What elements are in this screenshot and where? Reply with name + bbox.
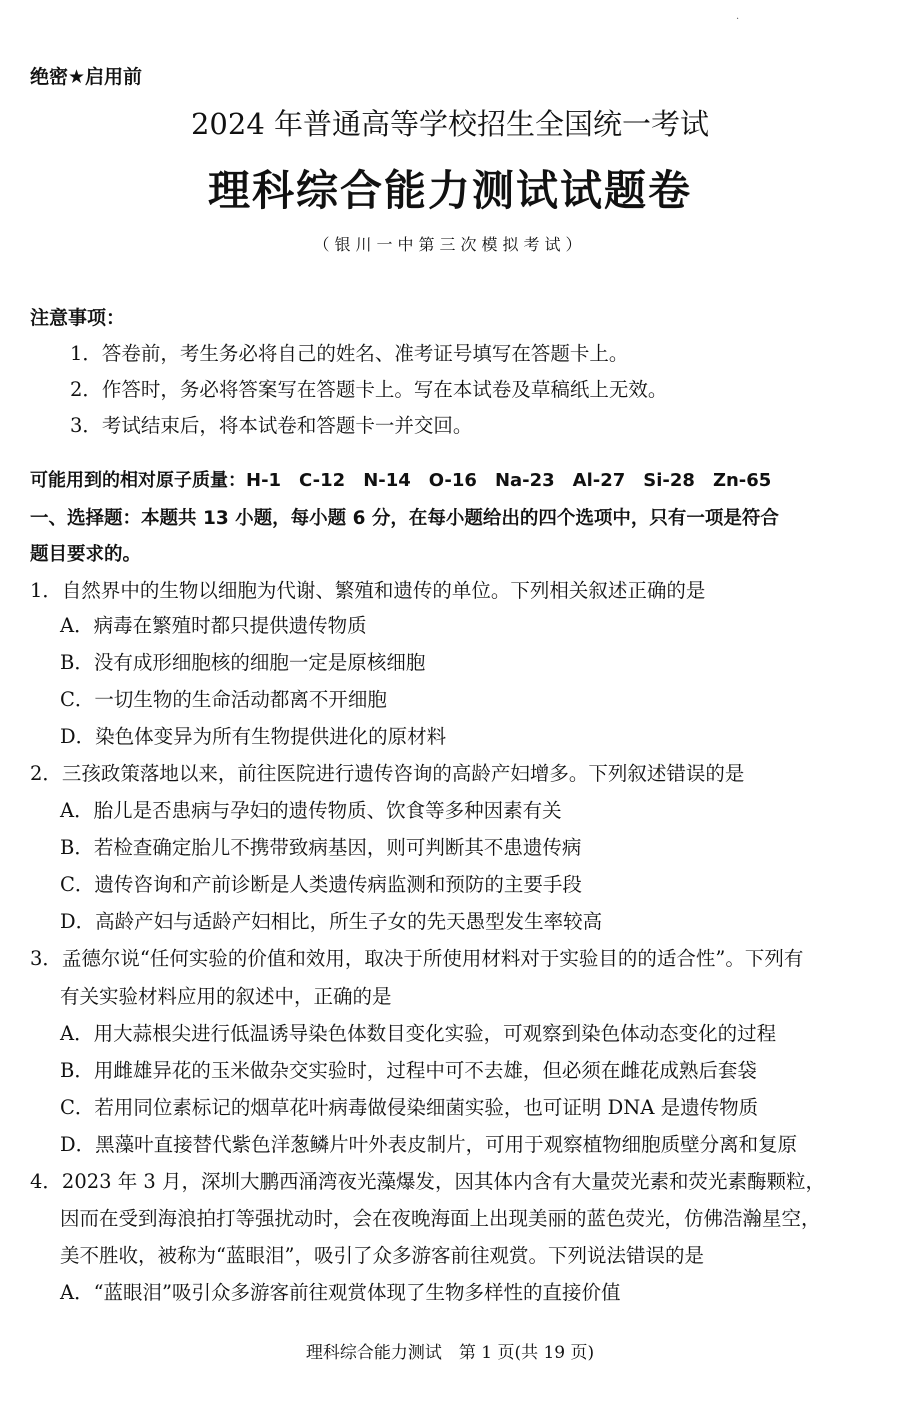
scan-speck: · <box>736 14 740 25</box>
section-heading: 一、选择题：本题共 13 小题，每小题 6 分，在每小题给出的四个选项中，只有一项是符合 <box>30 508 779 529</box>
atomic-mass-line: 可能用到的相对原子质量：H-1 C-12 N-14 O-16 Na-23 Al-27 Si-28 Zn-65 <box>30 470 772 491</box>
question-3-stem: 3．孟德尔说“任何实验的价值和效用，取决于所使用材料对于实验目的的适合性”。下列有 <box>30 947 804 970</box>
secret-mark: 绝密★启用前 <box>30 66 143 88</box>
question-4-stem-cont: 因而在受到海浪拍打等强扰动时，会在夜晚海面上出现美丽的蓝色荧光，仿佛浩瀚星空， <box>60 1207 821 1230</box>
notice-item: 3．考试结束后，将本试卷和答题卡一并交回。 <box>70 414 473 437</box>
page-footer: 理科综合能力测试 第 1 页(共 19 页) <box>305 1343 595 1363</box>
question-2-option-c: C．遗传咨询和产前诊断是人类遗传病监测和预防的主要手段 <box>60 873 582 896</box>
main-title: 理科综合能力测试试题卷 <box>207 166 692 215</box>
notice-heading: 注意事项： <box>30 307 126 329</box>
subtitle: （银川一中第三次模拟考试） <box>313 235 587 254</box>
question-3-stem-cont: 有关实验材料应用的叙述中，正确的是 <box>60 985 392 1008</box>
question-4-stem-cont: 美不胜收，被称为“蓝眼泪”，吸引了众多游客前往观赏。下列说法错误的是 <box>60 1244 704 1267</box>
notice-item: 1．答卷前，考生务必将自己的姓名、准考证号填写在答题卡上。 <box>70 342 629 365</box>
question-1-option-a: A．病毒在繁殖时都只提供遗传物质 <box>60 614 367 637</box>
question-4-option-a: A．“蓝眼泪”吸引众多游客前往观赏体现了生物多样性的直接价值 <box>60 1281 621 1304</box>
question-2-stem: 2．三孩政策落地以来，前往医院进行遗传咨询的高龄产妇增多。下列叙述错误的是 <box>30 762 745 785</box>
question-1-stem: 1．自然界中的生物以细胞为代谢、繁殖和遗传的单位。下列相关叙述正确的是 <box>30 579 706 602</box>
question-2-option-b: B．若检查确定胎儿不携带致病基因，则可判断其不患遗传病 <box>60 836 582 859</box>
question-3-option-a: A．用大蒜根尖进行低温诱导染色体数目变化实验，可观察到染色体动态变化的过程 <box>60 1022 777 1045</box>
question-3-option-b: B．用雌雄异花的玉米做杂交实验时，过程中可不去雄，但必须在雌花成熟后套袋 <box>60 1059 757 1082</box>
question-2-option-a: A．胎儿是否患病与孕妇的遗传物质、饮食等多种因素有关 <box>60 799 562 822</box>
question-1-option-d: D．染色体变异为所有生物提供进化的原材料 <box>60 725 447 748</box>
question-1-option-c: C．一切生物的生命活动都离不开细胞 <box>60 688 387 711</box>
exam-title: 2024 年普通高等学校招生全国统一考试 <box>190 107 710 141</box>
question-1-option-b: B．没有成形细胞核的细胞一定是原核细胞 <box>60 651 426 674</box>
notice-item: 2．作答时，务必将答案写在答题卡上。写在本试卷及草稿纸上无效。 <box>70 378 668 401</box>
question-3-option-c: C．若用同位素标记的烟草花叶病毒做侵染细菌实验，也可证明 DNA 是遗传物质 <box>60 1096 759 1119</box>
section-heading-cont: 题目要求的。 <box>30 544 142 565</box>
question-2-option-d: D．高龄产妇与适龄产妇相比，所生子女的先天愚型发生率较高 <box>60 910 603 933</box>
question-4-stem: 4．2023 年 3 月，深圳大鹏西涌湾夜光藻爆发，因其体内含有大量荧光素和荧光素酶颗粒， <box>30 1170 826 1193</box>
question-3-option-d: D．黑藻叶直接替代紫色洋葱鳞片叶外表皮制片，可用于观察植物细胞质壁分离和复原 <box>60 1133 798 1156</box>
